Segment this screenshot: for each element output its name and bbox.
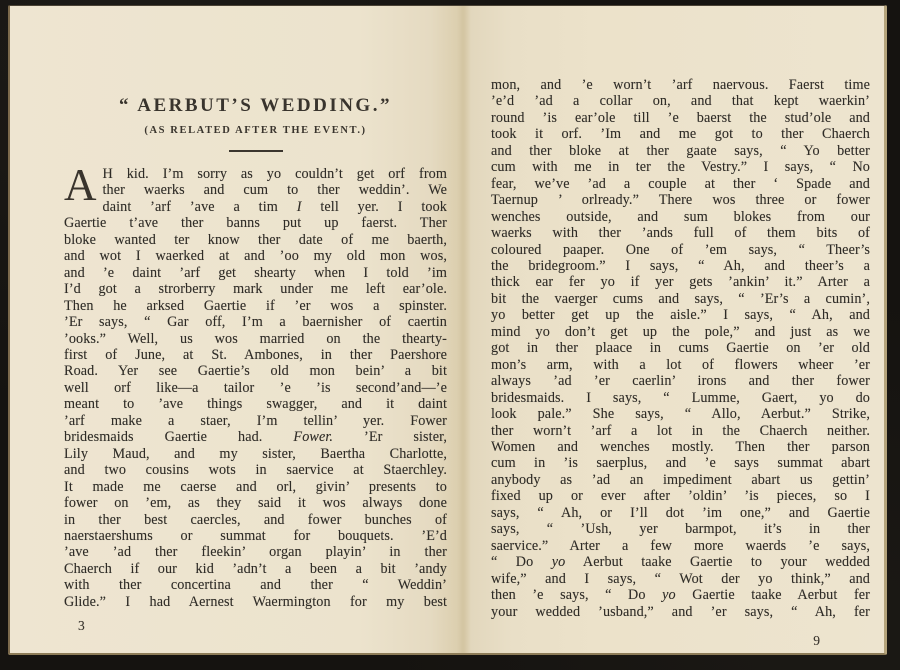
text-line: I’d got a strorberry mark under me left ear’ole. [64,281,447,298]
open-book [8,5,887,655]
text-line: then ’e says, “ Do yo Gaertie taake Aerbut fer [491,587,871,604]
book-gutter [457,6,471,653]
text-line: ther worn’t ’arf a lot in the Chaerch neither. [491,422,870,439]
page-subtitle: (AS RELATED AFTER THE EVENT.) [144,125,367,136]
text-line: fower on ’em, as they said it wos always done [64,495,447,512]
text-line: always ’ad ’er caerlin’ irons and ther fower [491,373,870,390]
text-line: meant to ’ave things swagger, and it daint [64,396,447,413]
text-line: look pale.” She says, “ Allo, Aerbut.” Strike, [491,406,870,423]
text-line: coloured paaper. One of ’em says, “ Theer’s [491,241,870,258]
page-title: “ AERBUT’S WEDDING.” [119,95,392,116]
text-line: Women and wenches mostly. Then ther parson [491,438,870,455]
text-line: “ Do yo Aerbut taake Gaertie to your wedded [491,554,870,571]
text-line: Gaertie t’ave ther banns put up faerst. Ther [64,215,447,232]
text-line: Chaerch if our kid ’adn’t a been a bit ’andy [64,560,447,577]
text-line: ’ave ’ad ther fleekin’ organ playin’ in ther [64,544,447,561]
text-line: ’arf make a staer, I’m tellin’ yer. Fower [64,412,447,429]
text-line: says, “ Ah, or I’ll dot ’im one,” and Gaertie [491,504,870,521]
text-line: mind yo don’t get up the pole,” and just as we [491,323,870,340]
text-line: cum in ’is saerplus, and ’e says summat abart [491,455,870,472]
text-line: mon’s arm, with a lot of flowers wheer ’er [491,356,870,373]
text-line: ’Er says, “ Gar off, I’m a baernisher of caertin [64,314,447,331]
text-line: Taernup ’ orlready.” There wos three or fower [491,192,870,209]
left-page-body [64,160,448,610]
text-line: got in ther plaace in cums Gaertie on ’er old [491,340,870,357]
text-line: cum with me in ter the Vestry.” I says, “ No [491,159,870,176]
text-line: Then he arksed Gaertie if ’er wos a spinster. [64,297,447,314]
text-line: round ’is ear’ole till ’e baerst the stud’ole and [491,109,870,126]
text-line: fixed up or ever after ’oldin’ ’is pieces, so I [491,488,870,505]
text-line: daint ’arf ’ave a tim I tell yer. I took [102,198,447,215]
text-line: H kid. I’m sorry as yo couldn’t get orf from [102,166,447,182]
title-block [64,94,447,152]
text-line: and ther bloke at ther gaate says, “ Yo better [491,142,870,159]
text-line: bloke wanted ter know ther date of me baerth, [64,231,447,248]
text-line: Road. Yer see Gaertie’s old mon bein’ a bit [64,363,447,380]
text-line: bit the vaerger cums and says, “ ’Er’s a cumin’, [491,290,870,307]
text-line: fear, we’ve ’ad a couple at ther ‘ Spade and [491,175,870,192]
text-line: wife,” and I says, “ Wot der yo think,” and [491,570,870,587]
text-line: ’e’d ’ad a collar on, and that kept waerkin’ [491,93,870,110]
text-line: Glide.” I had Aernest Waermington for my best [64,593,447,610]
text-line: bridesmaids. I says, “ Lumme, Gaert, yo do [491,389,870,406]
right-page-body [491,77,870,620]
text-line: your wedded ’usband,” and ’er says, “ Ah, fer [491,603,870,620]
left-page-text [64,160,448,610]
page-number-left: 3 [78,618,85,634]
text-line: thick ear fer yo if yer gets ’ankin’ it.” Arter a [491,274,870,291]
text-line: ther waerks and cum to ther weddin’. We [102,182,447,199]
right-page [471,6,884,653]
text-line: and ’e daint ’arf get shearty when I told ’im [64,264,447,281]
text-line: waerks with ther ’ands full of them bits of [491,225,870,242]
text-line: and wot I waerked at and ’oo my old mon wos, [64,248,447,265]
text-line: says, “ ’Ush, yer barmpot, it’s in ther [491,521,870,538]
text-line: ’ooks.” Well, us wos married on the thearty- [64,330,447,347]
text-line: It made me caerse and orl, givin’ presents to [64,478,447,495]
text-line: bridesmaids Gaertie had. Fower. ’Er sister, [64,429,448,446]
text-line: yo better get up the aisle.” I says, “ Ah, and [491,307,870,324]
text-line: anybody as ’ad an impediment abart us gettin’ [491,471,870,488]
text-line: wenches outside, and sum blokes from our [491,208,870,225]
text-line: with ther concertina and ther “ Weddin’ [64,577,447,594]
left-page [10,6,457,653]
text-line: in ther best caercles, and fower bunches of [64,511,447,528]
text-line: Lily Maud, and my sister, Baertha Charlotte, [64,445,447,462]
text-line: mon, and ’e worn’t ’arf naervous. Faerst time [491,77,870,93]
title-rule [229,150,283,152]
text-line: saervice.” Arter a few more waerds ’e says, [491,537,870,554]
page-number-right: 9 [813,632,820,648]
text-line: first of June, at St. Ambones, in ther Paershore [64,346,447,363]
text-line: and two cousins wots in saervice at Staerchley. [64,462,447,479]
text-line: well orf like—a tailor ’e ’is second’and—’e [64,379,447,396]
right-page-text [491,77,870,620]
text-line: took it orf. ’Im and me got to ther Chaerch [491,126,870,143]
text-line: naerstaershums or summat for bouquets. ’E’d [64,527,447,544]
text-line: the bridegroom.” I says, “ Ah, and theer’s a [491,257,870,274]
drop-cap: A [64,160,97,210]
